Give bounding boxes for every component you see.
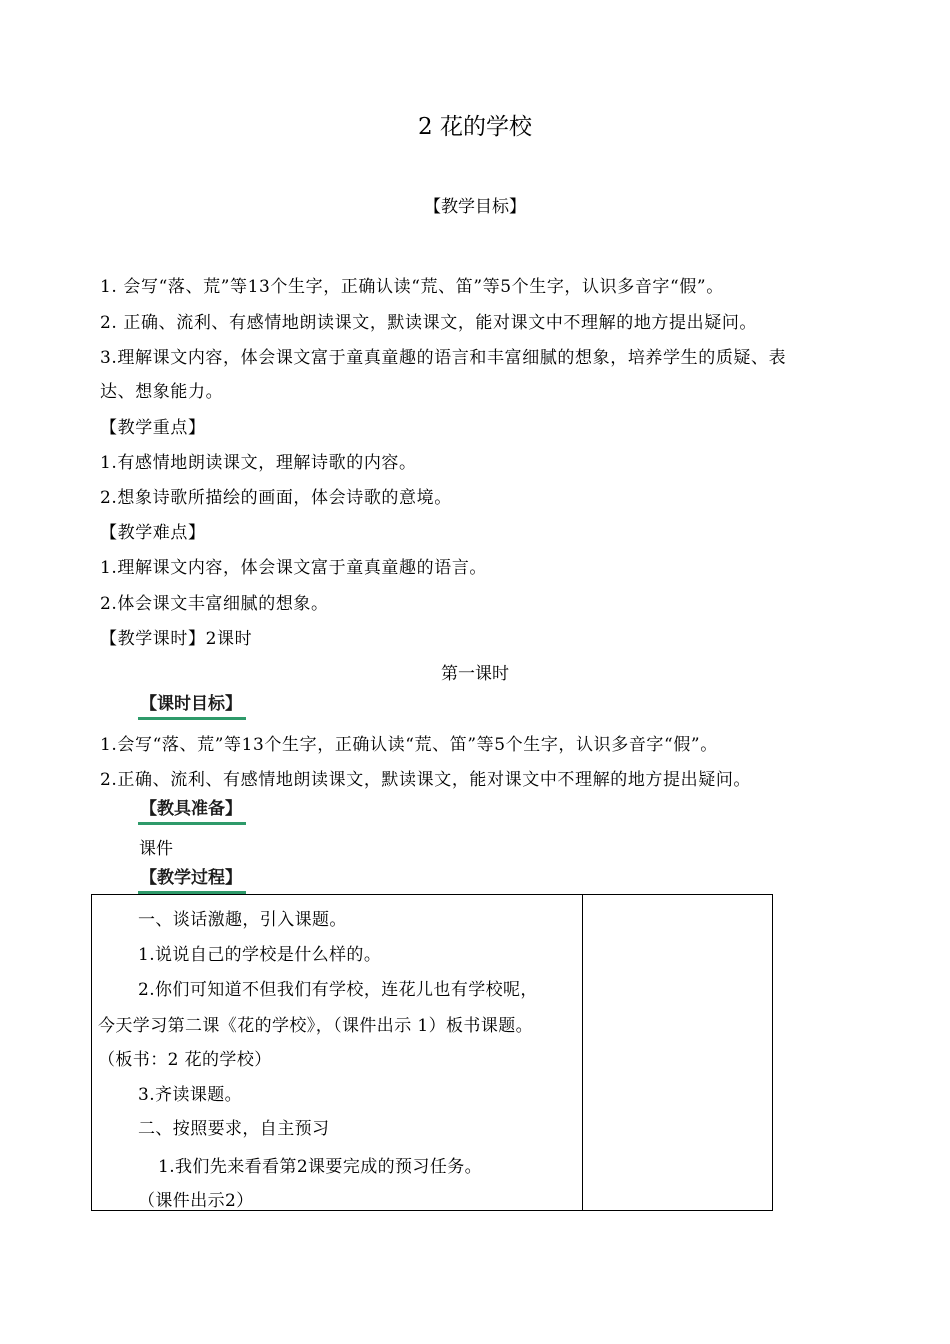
objectives-heading: 【教学目标】	[424, 197, 526, 217]
objective-line: 达、想象能力。	[100, 382, 224, 402]
process-notes-cell	[583, 895, 773, 1211]
difficulty-line: 2.体会课文丰富细腻的想象。	[100, 594, 329, 614]
objective-line: 3.理解课文内容，体会课文富于童真童趣的语言和丰富细腻的想象，培养学生的质疑、表	[100, 348, 787, 368]
process-line: 1.说说自己的学校是什么样的。	[138, 945, 382, 965]
tools-badge: 【教具准备】	[138, 794, 246, 825]
lesson-goals-badge: 【课时目标】	[138, 689, 246, 720]
objective-line: 2. 正确、流利、有感情地朗读课文，默读课文，能对课文中不理解的地方提出疑问。	[100, 313, 758, 333]
objective-line: 1. 会写“落、荒”等13个生字，正确认读“荒、笛”等5个生字，认识多音字“假”。	[100, 277, 724, 297]
process-line: 今天学习第二课《花的学校》，（课件出示 1）板书课题。	[98, 1016, 534, 1036]
process-line: 3.齐读课题。	[138, 1085, 243, 1105]
process-line: 一、谈话激趣，引入课题。	[138, 910, 347, 930]
process-line: （板书：2 花的学校）	[98, 1050, 272, 1070]
process-badge: 【教学过程】	[138, 863, 246, 894]
key-points-heading: 【教学重点】	[100, 418, 206, 438]
process-line: （课件出示2）	[138, 1191, 254, 1211]
class-hours-line: 【教学课时】2课时	[100, 629, 253, 649]
tools-text: 课件	[139, 839, 173, 859]
key-point-line: 1.有感情地朗读课文，理解诗歌的内容。	[100, 453, 417, 473]
difficulties-heading: 【教学难点】	[100, 523, 206, 543]
lesson-goal-line: 2.正确、流利、有感情地朗读课文，默读课文，能对课文中不理解的地方提出疑问。	[100, 770, 752, 790]
process-line: 1.我们先来看看第2课要完成的预习任务。	[158, 1157, 483, 1177]
lesson-one-heading: 第一课时	[441, 664, 509, 684]
difficulty-line: 1.理解课文内容，体会课文富于童真童趣的语言。	[100, 558, 488, 578]
process-line: 二、按照要求，自主预习	[138, 1119, 330, 1139]
process-line: 2.你们可知道不但我们有学校，连花儿也有学校呢，	[138, 980, 538, 1000]
page-title: 2 花的学校	[418, 114, 532, 140]
key-point-line: 2.想象诗歌所描绘的画面，体会诗歌的意境。	[100, 488, 452, 508]
lesson-goal-line: 1.会写“落、荒”等13个生字，正确认读“荒、笛”等5个生字，认识多音字“假”。	[100, 735, 718, 755]
